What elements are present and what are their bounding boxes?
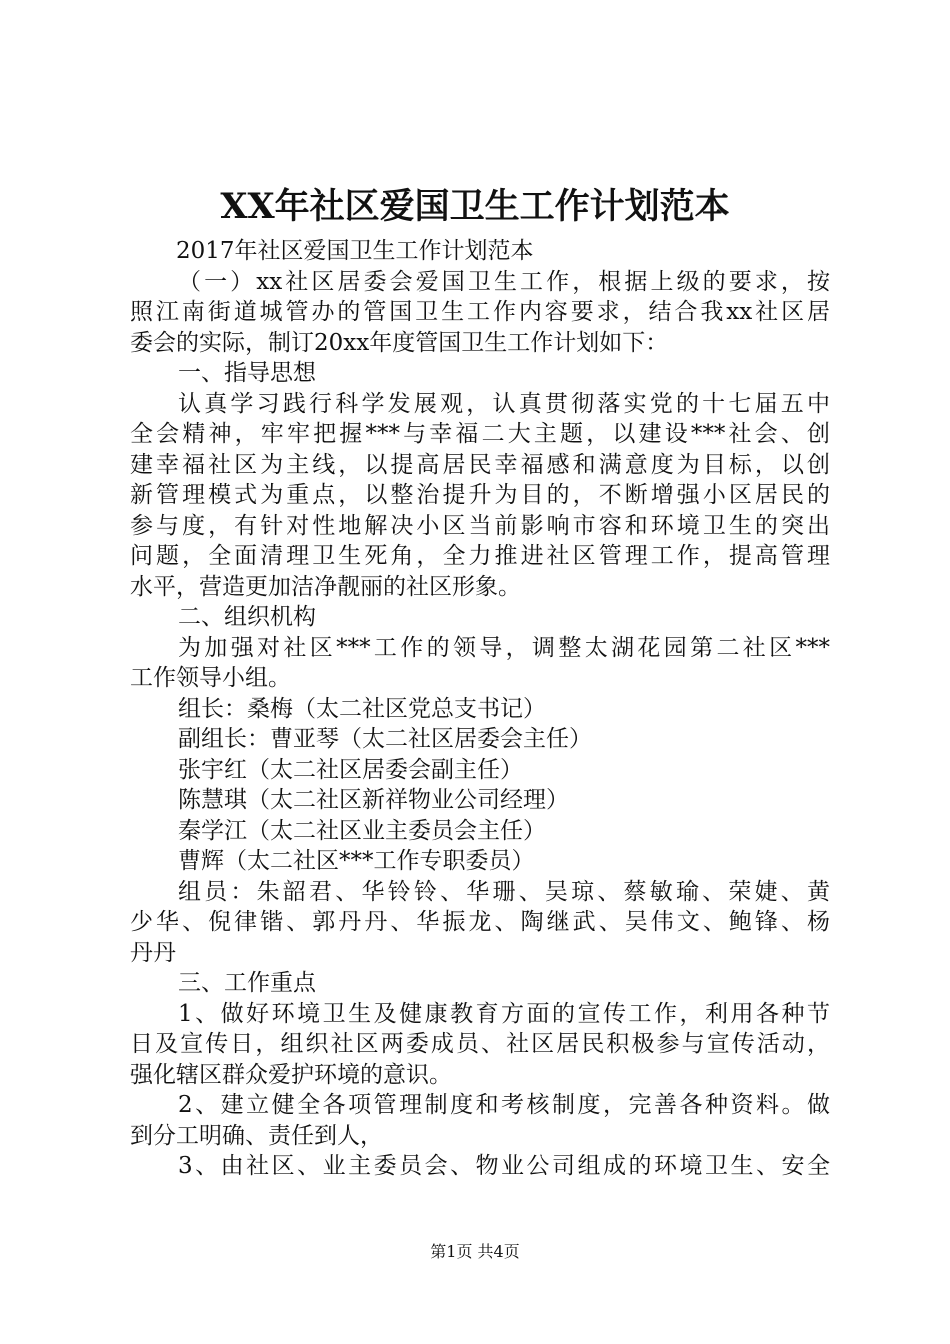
body-line-4: 委会的实际，制订20xx年度管国卫生工作计划如下： [130,329,669,356]
member-line-deputy: 副组长：曹亚琴（太二社区居委会主任） [178,726,592,752]
members-line-3: 丹丹 [130,939,176,966]
body-line-26: 1、做好环境卫生及健康教育方面的宣传工作，利用各种节 [178,1000,830,1027]
body-line-11: 问题，全面清理卫生死角，全力推进社区管理工作，提高管理 [130,543,830,569]
body-line-28: 强化辖区群众爱护环境的意识。 [130,1061,452,1088]
body-line-9: 新管理模式为重点，以整治提升为目的，不断增强小区居民的 [130,482,830,508]
member-line-6: 曹辉（太二社区***工作专职委员） [178,848,535,874]
members-line-2: 少华、倪律锴、郭丹丹、华振龙、陶继武、吴伟文、鲍锋、杨 [130,909,830,935]
members-line-1: 组员：朱韶君、华铃铃、华珊、吴琼、蔡敏瑜、荣婕、黄 [178,878,830,905]
body-line-27: 日及宣传日，组织社区两委成员、社区居民积极参与宣传活动， [130,1031,830,1057]
body-line-29: 2、建立健全各项管理制度和考核制度，完善各种资料。做 [178,1092,830,1118]
body-line-10: 参与度，有针对性地解决小区当前影响市容和环境卫生的突出 [130,512,830,539]
body-line-2: （一）xx社区居委会爱国卫生工作，根据上级的要求，按 [178,268,830,295]
body-line-15: 工作领导小组。 [130,665,291,691]
body-line-1: 2017年社区爱国卫生工作计划范本 [176,238,534,264]
body-line-30: 到分工明确、责任到人， [130,1122,383,1149]
body-line-8: 建幸福社区为主线，以提高居民幸福感和满意度为目标，以创 [130,451,830,478]
member-line-4: 陈慧琪（太二社区新祥物业公司经理） [178,787,569,813]
member-line-5: 秦学江（太二社区业主委员会主任） [178,817,546,844]
member-line-3: 张宇红（太二社区居委会副主任） [178,756,523,783]
document-body [130,236,830,1182]
member-line-leader: 组长：桑梅（太二社区党总支书记） [178,695,546,722]
body-line-3: 照江南街道城管办的管国卫生工作内容要求，结合我xx社区居 [130,299,830,325]
body-line-14: 为加强对社区***工作的领导，调整太湖花园第二社区*** [178,634,830,661]
document-title: XX年社区爱国卫生工作计划范本 [220,186,730,227]
body-line-6: 认真学习践行科学发展观，认真贯彻落实党的十七届五中 [178,390,830,417]
body-line-7: 全会精神，牢牢把握***与幸福二大主题，以建设***社会、创 [130,421,830,447]
section-heading-3: 三、工作重点 [178,970,316,996]
body-line-31: 3、由社区、业主委员会、物业公司组成的环境卫生、安全 [178,1153,830,1179]
body-line-12: 水平，营造更加洁净靓丽的社区形象。 [130,573,521,600]
section-heading-2: 二、组织机构 [178,604,316,630]
page-footer: 第1页 共4页 [430,1242,520,1261]
section-heading-1: 一、指导思想 [178,360,316,386]
